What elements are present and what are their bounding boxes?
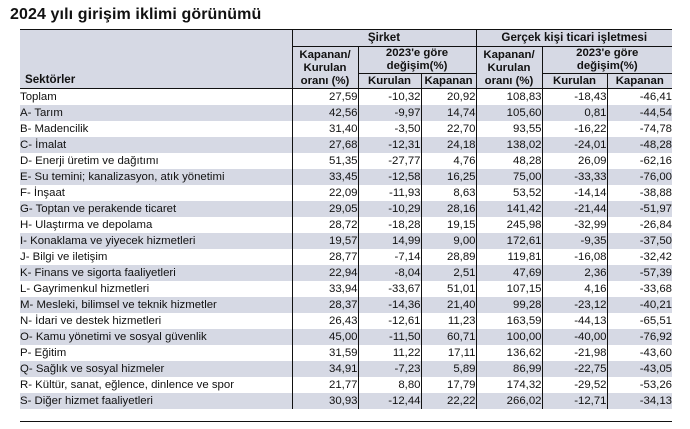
company-opened-cell: -27,77 [358, 153, 421, 169]
person-opened-cell: -9,35 [542, 233, 607, 249]
company-closed-cell: 8,63 [421, 185, 476, 201]
company-ratio-cell: 34,91 [292, 361, 358, 377]
company-opened-cell: -14,36 [358, 297, 421, 313]
person-closed-cell: -57,39 [607, 265, 672, 281]
company-closed-cell: 28,89 [421, 249, 476, 265]
sector-name: Q- Sağlık ve sosyal hizmeler [20, 361, 292, 377]
person-ratio-cell: 86,99 [476, 361, 542, 377]
company-opened-cell: -12,44 [358, 393, 421, 409]
sector-name: S- Diğer hizmet faaliyetleri [20, 393, 292, 409]
company-ratio-cell: 26,43 [292, 313, 358, 329]
sector-name: B- Madencilik [20, 121, 292, 137]
person-opened-cell: -21,98 [542, 345, 607, 361]
company-ratio-cell: 30,93 [292, 393, 358, 409]
person-closed-cell: -62,16 [607, 153, 672, 169]
person-opened-cell: 0,81 [542, 105, 607, 121]
person-opened-cell: -29,52 [542, 377, 607, 393]
table-row [20, 217, 672, 233]
person-closed-cell: -53,26 [607, 377, 672, 393]
table-row [20, 121, 672, 137]
header-company-opened: Kurulan [358, 74, 421, 89]
table-header [20, 29, 672, 89]
company-opened-cell: -10,29 [358, 201, 421, 217]
company-closed-cell: 9,00 [421, 233, 476, 249]
table-body [20, 89, 672, 410]
sector-name: J- Bilgi ve iletişim [20, 249, 292, 265]
company-closed-cell: 60,71 [421, 329, 476, 345]
person-opened-cell: -21,44 [542, 201, 607, 217]
sector-name: A- Tarım [20, 105, 292, 121]
sector-name: O- Kamu yönetimi ve sosyal güvenlik [20, 329, 292, 345]
table-row [20, 329, 672, 345]
person-ratio-cell: 245,98 [476, 217, 542, 233]
person-closed-cell: -32,42 [607, 249, 672, 265]
company-ratio-cell: 31,40 [292, 121, 358, 137]
sector-name: M- Mesleki, bilimsel ve teknik hizmetler [20, 297, 292, 313]
header-ratio-line1: Kapanan/ [299, 49, 351, 61]
table-row [20, 249, 672, 265]
company-opened-cell: -12,58 [358, 169, 421, 185]
table-row [20, 393, 672, 409]
person-ratio-cell: 47,69 [476, 265, 542, 281]
person-closed-cell: -46,41 [607, 89, 672, 106]
company-ratio-cell: 22,09 [292, 185, 358, 201]
company-opened-cell: -11,93 [358, 185, 421, 201]
person-opened-cell: -32,99 [542, 217, 607, 233]
person-opened-cell: -16,22 [542, 121, 607, 137]
company-closed-cell: 17,11 [421, 345, 476, 361]
company-closed-cell: 2,51 [421, 265, 476, 281]
sector-name: L- Gayrimenkul hizmetleri [20, 281, 292, 297]
sector-name: F- İnşaat [20, 185, 292, 201]
company-ratio-cell: 21,77 [292, 377, 358, 393]
company-opened-cell: -9,97 [358, 105, 421, 121]
person-ratio-cell: 266,02 [476, 393, 542, 409]
person-ratio-cell: 141,42 [476, 201, 542, 217]
sector-name: C- İmalat [20, 137, 292, 153]
company-closed-cell: 17,79 [421, 377, 476, 393]
company-opened-cell: -11,50 [358, 329, 421, 345]
company-opened-cell: -12,61 [358, 313, 421, 329]
header-group-person: Gerçek kişi ticari işletmesi [476, 29, 672, 47]
company-ratio-cell: 51,35 [292, 153, 358, 169]
company-closed-cell: 51,01 [421, 281, 476, 297]
person-ratio-cell: 93,55 [476, 121, 542, 137]
company-closed-cell: 5,89 [421, 361, 476, 377]
header-company-change [358, 47, 476, 74]
person-closed-cell: -43,60 [607, 345, 672, 361]
company-opened-cell: -7,23 [358, 361, 421, 377]
person-ratio-cell: 100,00 [476, 329, 542, 345]
header-person-ratio [476, 47, 542, 89]
page-title: 2024 yılı girişim iklimi görünümü [10, 6, 262, 23]
header-change-line2: değişim(%) [576, 60, 638, 72]
company-opened-cell: -7,14 [358, 249, 421, 265]
company-closed-cell: 14,74 [421, 105, 476, 121]
header-person-opened: Kurulan [542, 74, 607, 89]
person-opened-cell: -16,08 [542, 249, 607, 265]
person-closed-cell: -33,68 [607, 281, 672, 297]
header-company-ratio [292, 47, 358, 89]
table-row [20, 297, 672, 313]
sector-name: E- Su temini; kanalizasyon, atık yönetimi [20, 169, 292, 185]
company-closed-cell: 4,76 [421, 153, 476, 169]
header-person-change [542, 47, 672, 74]
table-row [20, 169, 672, 185]
person-closed-cell: -48,28 [607, 137, 672, 153]
table-row [20, 89, 672, 106]
person-opened-cell: 4,16 [542, 281, 607, 297]
header-person-closed: Kapanan [607, 74, 672, 89]
table-row [20, 281, 672, 297]
person-closed-cell: -74,78 [607, 121, 672, 137]
person-ratio-cell: 99,28 [476, 297, 542, 313]
table-row [20, 105, 672, 121]
sector-name: P- Eğitim [20, 345, 292, 361]
header-ratio-line3: oranı (%) [300, 75, 350, 87]
company-ratio-cell: 27,59 [292, 89, 358, 106]
sector-name: R- Kültür, sanat, eğlence, dinlence ve spor [20, 377, 292, 393]
company-closed-cell: 16,25 [421, 169, 476, 185]
table-row [20, 185, 672, 201]
company-closed-cell: 21,40 [421, 297, 476, 313]
person-ratio-cell: 108,83 [476, 89, 542, 106]
company-opened-cell: -3,50 [358, 121, 421, 137]
company-ratio-cell: 45,00 [292, 329, 358, 345]
company-closed-cell: 22,22 [421, 393, 476, 409]
person-ratio-cell: 119,81 [476, 249, 542, 265]
person-closed-cell: -76,92 [607, 329, 672, 345]
person-closed-cell: -26,84 [607, 217, 672, 233]
header-ratio-line3: oranı (%) [484, 75, 534, 87]
company-closed-cell: 19,15 [421, 217, 476, 233]
company-ratio-cell: 28,72 [292, 217, 358, 233]
person-closed-cell: -37,50 [607, 233, 672, 249]
sector-name: Toplam [20, 89, 292, 106]
table-row [20, 361, 672, 377]
person-opened-cell: 26,09 [542, 153, 607, 169]
table-row [20, 137, 672, 153]
person-closed-cell: -34,13 [607, 393, 672, 409]
company-opened-cell: -10,32 [358, 89, 421, 106]
header-ratio-line1: Kapanan/ [483, 49, 535, 61]
table-row [20, 153, 672, 169]
company-ratio-cell: 33,94 [292, 281, 358, 297]
header-company-closed: Kapanan [421, 74, 476, 89]
person-ratio-cell: 105,60 [476, 105, 542, 121]
person-opened-cell: -33,33 [542, 169, 607, 185]
company-ratio-cell: 33,45 [292, 169, 358, 185]
company-closed-cell: 28,16 [421, 201, 476, 217]
person-opened-cell: -44,13 [542, 313, 607, 329]
person-closed-cell: -43,05 [607, 361, 672, 377]
company-opened-cell: -33,67 [358, 281, 421, 297]
header-ratio-line2: Kurulan [303, 62, 347, 74]
sector-name: K- Finans ve sigorta faaliyetleri [20, 265, 292, 281]
table-row [20, 265, 672, 281]
person-opened-cell: -40,00 [542, 329, 607, 345]
header-sectors: Sektörler [20, 29, 292, 88]
sector-name: N- İdari ve destek hizmetleri [20, 313, 292, 329]
company-ratio-cell: 42,56 [292, 105, 358, 121]
header-group-company: Şirket [292, 29, 476, 47]
person-ratio-cell: 136,62 [476, 345, 542, 361]
person-closed-cell: -38,88 [607, 185, 672, 201]
company-closed-cell: 11,23 [421, 313, 476, 329]
company-opened-cell: 11,22 [358, 345, 421, 361]
table-row [20, 233, 672, 249]
person-ratio-cell: 138,02 [476, 137, 542, 153]
person-ratio-cell: 75,00 [476, 169, 542, 185]
company-closed-cell: 22,70 [421, 121, 476, 137]
header-ratio-line2: Kurulan [487, 62, 531, 74]
person-closed-cell: -44,54 [607, 105, 672, 121]
person-ratio-cell: 48,28 [476, 153, 542, 169]
bottom-rule [20, 421, 672, 422]
company-closed-cell: 20,92 [421, 89, 476, 106]
company-ratio-cell: 31,59 [292, 345, 358, 361]
company-opened-cell: 8,80 [358, 377, 421, 393]
person-ratio-cell: 163,59 [476, 313, 542, 329]
person-opened-cell: -18,43 [542, 89, 607, 106]
company-ratio-cell: 29,05 [292, 201, 358, 217]
company-ratio-cell: 22,94 [292, 265, 358, 281]
person-closed-cell: -40,21 [607, 297, 672, 313]
person-opened-cell: -22,75 [542, 361, 607, 377]
table-row [20, 201, 672, 217]
company-ratio-cell: 28,77 [292, 249, 358, 265]
header-change-line1: 2023'e göre [385, 47, 449, 59]
data-table [20, 29, 672, 409]
top-rule [20, 29, 672, 30]
person-ratio-cell: 174,32 [476, 377, 542, 393]
person-opened-cell: -23,12 [542, 297, 607, 313]
person-opened-cell: -24,01 [542, 137, 607, 153]
person-closed-cell: -65,51 [607, 313, 672, 329]
company-opened-cell: 14,99 [358, 233, 421, 249]
table-row [20, 345, 672, 361]
sector-name: G- Toptan ve perakende ticaret [20, 201, 292, 217]
person-closed-cell: -76,00 [607, 169, 672, 185]
table-row [20, 313, 672, 329]
person-ratio-cell: 53,52 [476, 185, 542, 201]
company-ratio-cell: 19,57 [292, 233, 358, 249]
company-opened-cell: -8,04 [358, 265, 421, 281]
person-ratio-cell: 107,15 [476, 281, 542, 297]
company-opened-cell: -12,31 [358, 137, 421, 153]
person-closed-cell: -51,97 [607, 201, 672, 217]
header-change-line1: 2023'e göre [576, 47, 639, 59]
sector-name: H- Ulaştırma ve depolama [20, 217, 292, 233]
company-opened-cell: -18,28 [358, 217, 421, 233]
company-ratio-cell: 27,68 [292, 137, 358, 153]
person-ratio-cell: 172,61 [476, 233, 542, 249]
person-opened-cell: -12,71 [542, 393, 607, 409]
sector-name: I- Konaklama ve yiyecek hizmetleri [20, 233, 292, 249]
person-opened-cell: -14,14 [542, 185, 607, 201]
sector-name: D- Enerji üretim ve dağıtımı [20, 153, 292, 169]
company-closed-cell: 24,18 [421, 137, 476, 153]
header-change-line2: değişim(%) [386, 60, 448, 72]
company-ratio-cell: 28,37 [292, 297, 358, 313]
table-row [20, 377, 672, 393]
person-opened-cell: 2,36 [542, 265, 607, 281]
